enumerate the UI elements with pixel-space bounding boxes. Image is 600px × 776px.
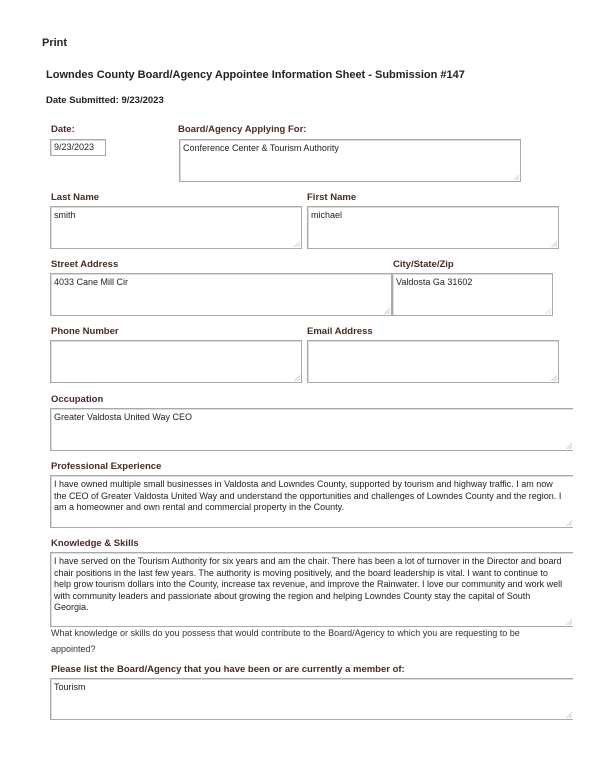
- last-name-field[interactable]: [50, 206, 302, 249]
- city-state-zip-field[interactable]: [392, 273, 553, 316]
- date-label: Date:: [51, 124, 75, 135]
- email-field[interactable]: [307, 340, 559, 383]
- board-agency-value: Conference Center & Tourism Authority: [183, 143, 339, 153]
- resize-grip-icon[interactable]: [566, 443, 572, 449]
- knowledge-skills-field[interactable]: [50, 552, 573, 627]
- knowledge-skills-label: Knowledge & Skills: [51, 538, 139, 549]
- resize-grip-icon[interactable]: [566, 520, 572, 526]
- phone-label: Phone Number: [51, 326, 119, 337]
- board-agency-field[interactable]: [179, 139, 521, 182]
- resize-grip-icon[interactable]: [545, 308, 551, 314]
- street-address-label: Street Address: [51, 259, 119, 270]
- email-label: Email Address: [307, 326, 373, 337]
- resize-grip-icon[interactable]: [551, 375, 557, 381]
- resize-grip-icon[interactable]: [551, 241, 557, 247]
- street-address-field[interactable]: [50, 273, 392, 316]
- knowledge-skills-help-text: What knowledge or skills do you possess that would contribute to the Board/Agency to which you are requesting to be appointed?: [51, 628, 520, 654]
- resize-grip-icon[interactable]: [566, 619, 572, 625]
- date-submitted: Date Submitted: 9/23/2023: [46, 95, 164, 106]
- print-link[interactable]: Print: [42, 37, 68, 49]
- occupation-label: Occupation: [51, 394, 104, 405]
- professional-experience-label: Professional Experience: [51, 461, 162, 472]
- member-of-label: Please list the Board/Agency that you have been or are currently a member of:: [51, 664, 405, 675]
- resize-grip-icon[interactable]: [513, 174, 519, 180]
- knowledge-skills-value: I have served on the Tourism Authority for six years and am the chair. There has been a lot of turnover in the Director and board chair positions in the last few years. The authority is moving positively, and the board leadership is vital. I want to continue to help grow tourism dollars into the County, increase tax revenue, and improve the Rainwater. I love our community and work well with community leaders and passionate about growing the region and helping Lowndes County stay the capital of South Georgia.: [54, 556, 563, 613]
- occupation-value: Greater Valdosta United Way CEO: [54, 412, 193, 422]
- resize-grip-icon[interactable]: [384, 308, 390, 314]
- first-name-value: michael: [311, 210, 343, 220]
- first-name-field[interactable]: [307, 206, 559, 249]
- street-address-value: 4033 Cane Mill Cir: [54, 277, 129, 287]
- professional-experience-value: I have owned multiple small businesses in Valdosta and Lowndes County, supported by tourism and highway traffic. I am now the CEO of Greater Valdosta United Way and understand the opportunities and challenges of Lowndes County and the region. I am a homeowner and own rental and commercial property in the County.: [54, 479, 562, 513]
- resize-grip-icon[interactable]: [294, 241, 300, 247]
- date-field[interactable]: 9/23/2023: [50, 139, 106, 156]
- last-name-value: smith: [54, 210, 76, 220]
- page-title: Lowndes County Board/Agency Appointee Information Sheet - Submission #147: [46, 69, 465, 81]
- last-name-label: Last Name: [51, 192, 100, 203]
- resize-grip-icon[interactable]: [566, 712, 572, 718]
- professional-experience-field[interactable]: [50, 475, 573, 528]
- board-agency-label: Board/Agency Applying For:: [178, 124, 307, 135]
- first-name-label: First Name: [307, 192, 357, 203]
- resize-grip-icon[interactable]: [294, 375, 300, 381]
- member-of-value: Tourism: [54, 682, 86, 692]
- city-state-zip-value: Valdosta Ga 31602: [396, 277, 473, 287]
- occupation-field[interactable]: [50, 408, 573, 451]
- city-state-zip-label: City/State/Zip: [393, 259, 454, 270]
- member-of-field[interactable]: [50, 678, 573, 720]
- phone-field[interactable]: [50, 340, 302, 383]
